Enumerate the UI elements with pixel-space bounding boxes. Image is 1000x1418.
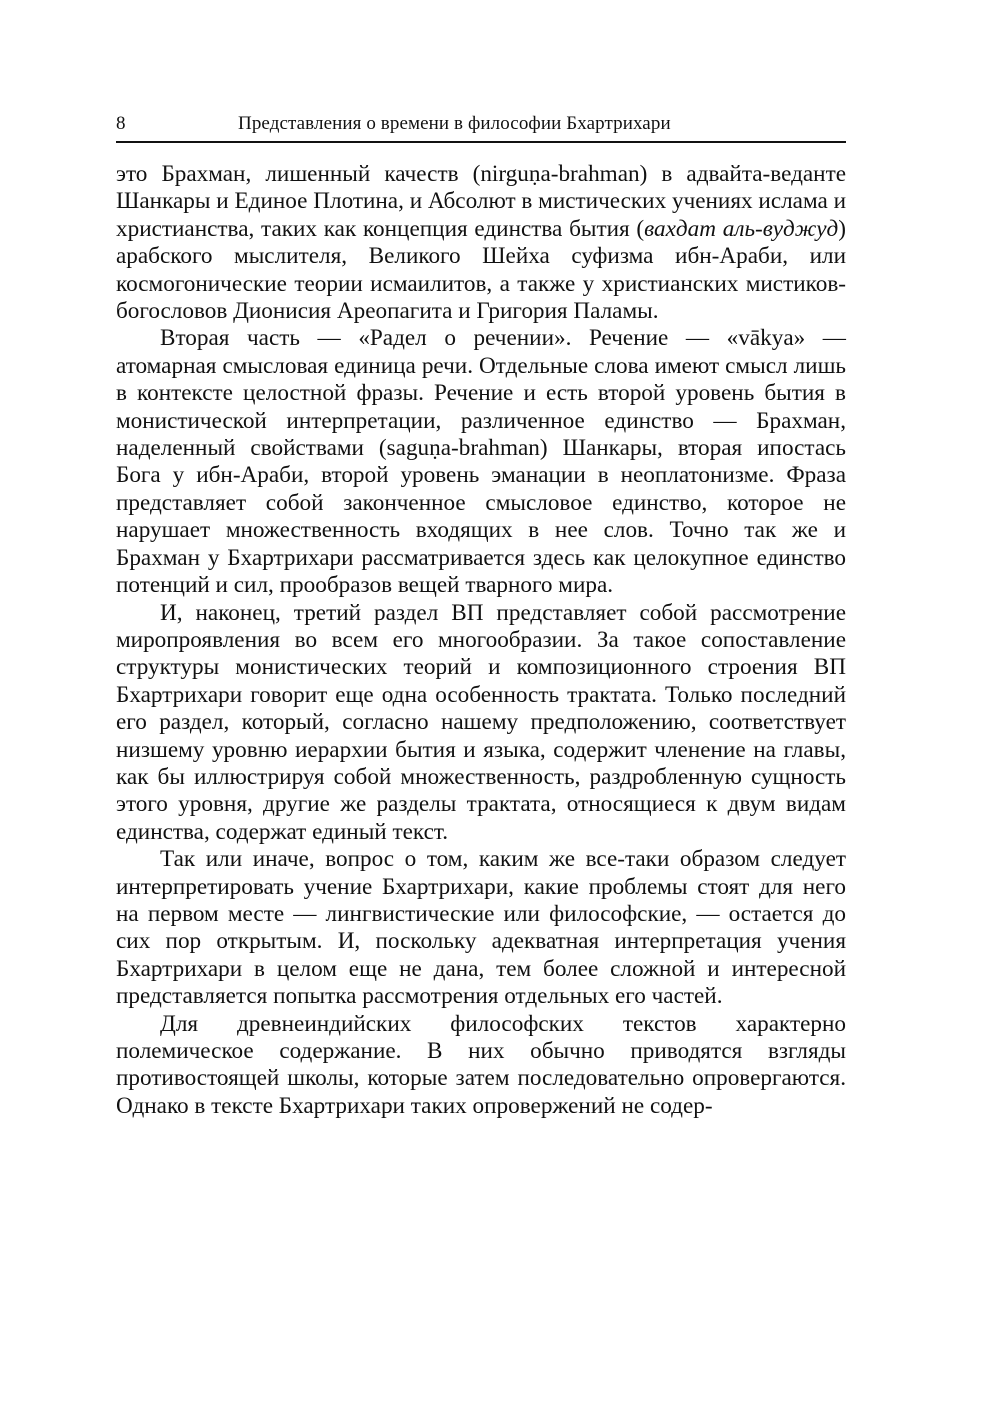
paragraph: И, наконец, третий раздел ВП представляет собой рассмотрение миропроявления во всем его многообразии. За такое сопоставление структуры монистических теорий и композиционного строения ВП Бхартрихари говорит еще одна особенность трактата. Только последний его раздел, который, согласно нашему предположению, соответствует низшему уровню иерархии бытия и языка, содержит членение на главы, как бы иллюстрируя собой множественность, раздробленную сущность этого уровня, другие же разделы трактата, относящиеся к двум видам единства, содержат единый текст. (116, 599, 846, 845)
page-number: 8 (116, 113, 126, 134)
italic-term: вахдат аль-вуджуд (644, 215, 839, 242)
paragraph: Так или иначе, вопрос о том, каким же все-таки образом следует интерпретировать учение Бхартрихари, какие проблемы стоят для него на первом месте — лингвистические или философские, — остается до сих пор открытым. И, поскольку адекватная интерпретация учения Бхартрихари в целом еще не дана, тем более сложной и интересной представляется попытка рассмотрения отдельных его частей. (116, 846, 846, 1010)
running-title: Представления о времени в философии Бхартрихари (238, 113, 671, 134)
paragraph: Для древнеиндийских философских текстов характерно полемическое содержание. В них обычно приводятся взгляды противостоящей школы, которые затем последовательно опровергаются. Однако в тексте Бхартрихари таких опровержений не содер- (116, 1010, 846, 1119)
body-text (116, 161, 846, 1120)
book-page (116, 112, 846, 1120)
paragraph: Вторая часть — «Радел о речении». Речение — «vākya» — атомарная смысловая единица речи. Отдельные слова имеют смысл лишь в контексте целостной фразы. Речение и есть второй уровень бытия в монистической интерпретации, различенное единство — Брахман, наделенный свойствами (saguṇa-brahman) Шанкары, вторая ипостась Бога у ибн-Араби, второй уровень эманации в неоплатонизме. Фраза представляет собой законченное смысловое единство, которое не нарушает множественность входящих в нее слов. Точно так же и Брахман у Бхартрихари рассматривается здесь как целокупное единство потенций и сил, прообразов вещей тварного мира. (116, 325, 846, 599)
running-header (116, 112, 846, 143)
paragraph-text: это Брахман, лишенный качеств (nirguṇa-brahman) в адвайта-веданте Шанкары и Единое Плотина, и Абсолют в мистических учениях ислама и христианства, таких как концепция единства бытия ( (116, 161, 846, 242)
paragraph-continued (116, 161, 846, 325)
paragraph-text: ) арабского мыслителя, Великого Шейха суфизма ибн-Араби, или космогонические теории исмаилитов, а также у христианских мистиков-богословов Дионисия Ареопагита и Григория Паламы. (116, 215, 846, 325)
